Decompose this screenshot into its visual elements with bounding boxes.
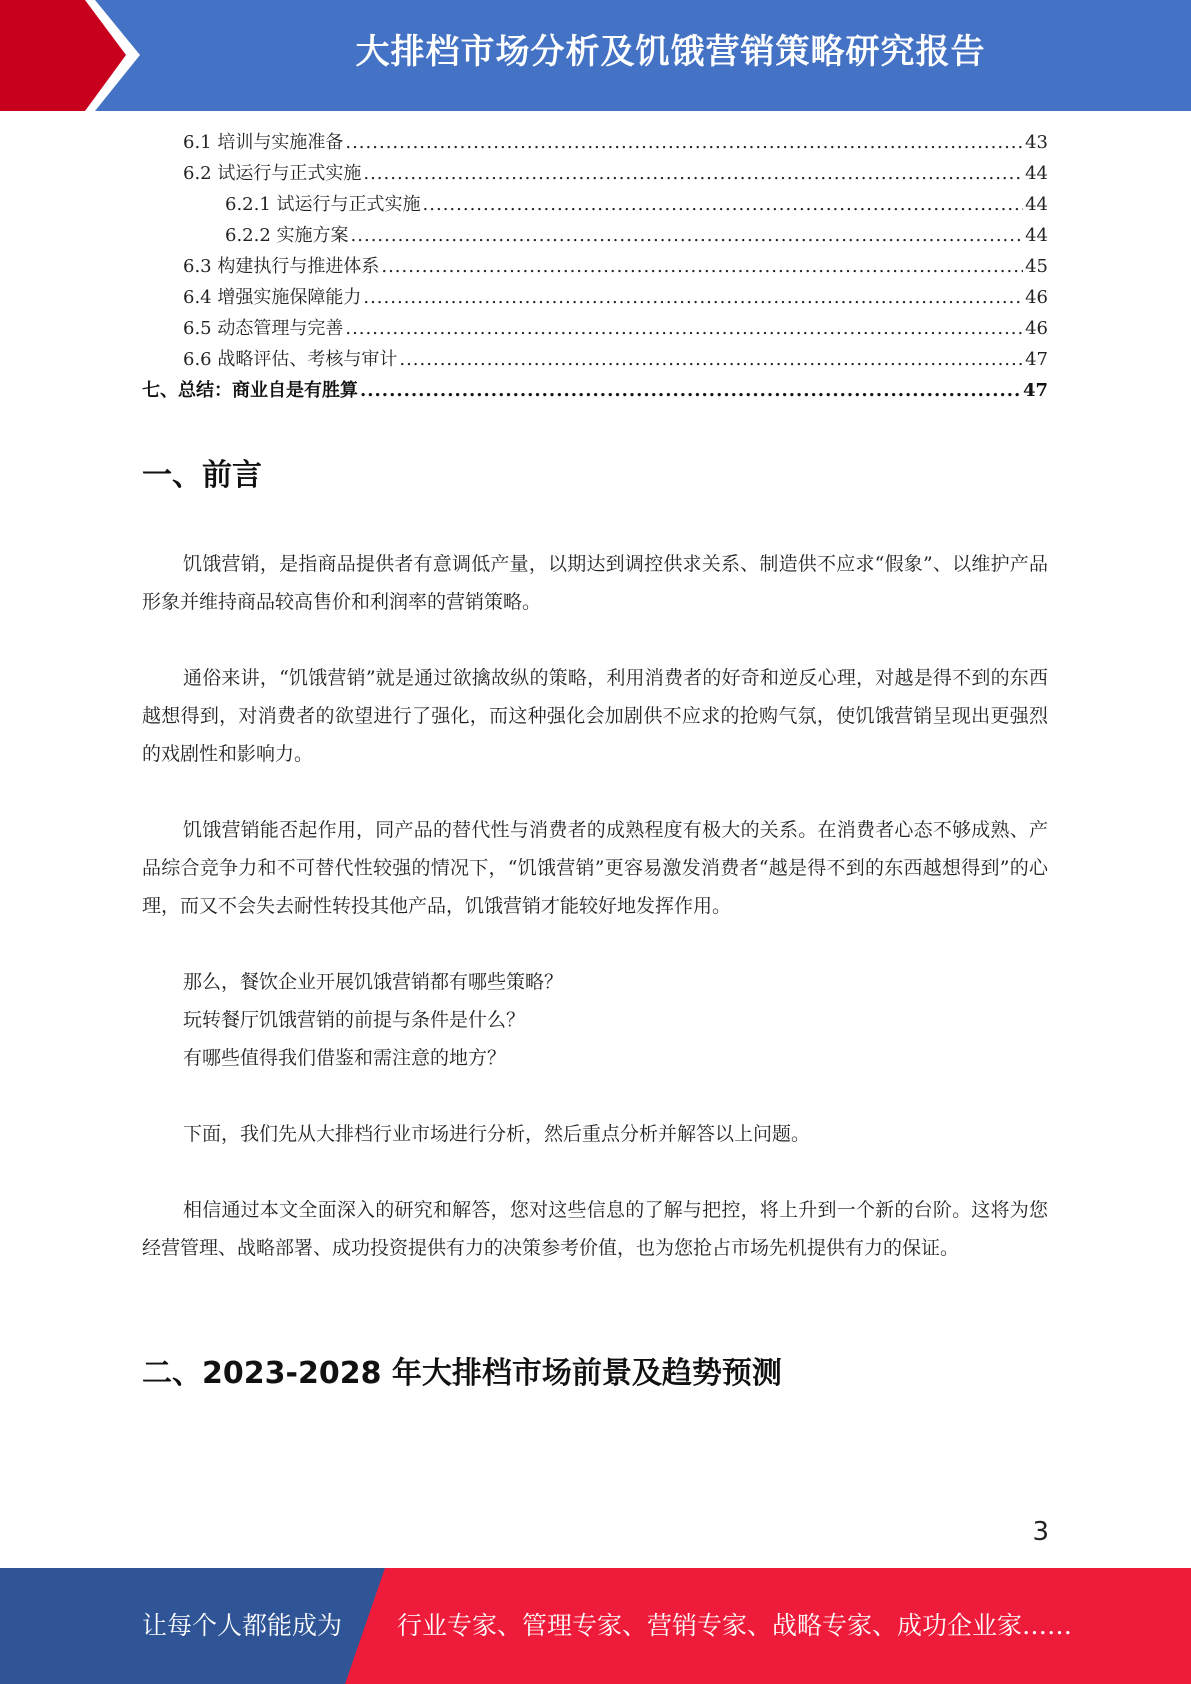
footer-slogan-right: 行业专家、管理专家、营销专家、战略专家、成功企业家……	[397, 1611, 1073, 1640]
page-number: 3	[1032, 1517, 1049, 1547]
toc-entry-label: 6.1 培训与实施准备	[183, 132, 344, 153]
toc-entry-page: 46	[1025, 318, 1048, 339]
toc-entry-label: 6.2.1 试运行与正式实施	[225, 194, 421, 215]
toc-dot-leader	[345, 132, 1023, 153]
toc-dot-leader	[360, 380, 1021, 401]
footer-slogan-left: 让每个人都能成为	[142, 1611, 343, 1640]
header-band	[0, 0, 1191, 111]
toc-entry-page: 46	[1025, 287, 1048, 308]
toc-entry[interactable]	[142, 159, 1048, 190]
toc-entry[interactable]	[142, 190, 1048, 221]
header-arrow-decoration	[0, 0, 140, 111]
toc-entry-label: 七、总结：商业自是有胜算	[142, 380, 358, 401]
paragraph: 饥饿营销能否起作用，同产品的替代性与消费者的成熟程度有极大的关系。在消费者心态不够成熟、产品综合竞争力和不可替代性较强的情况下，“饥饿营销”更容易激发消费者“越是得不到的东西越想得到”的心理，而又不会失去耐性转投其他产品，饥饿营销才能较好地发挥作用。	[142, 819, 1048, 917]
toc-entry[interactable]	[142, 283, 1048, 314]
toc-entry-label: 6.5 动态管理与完善	[183, 318, 344, 339]
toc-entry-page: 44	[1025, 163, 1048, 184]
document-title: 大排档市场分析及饥饿营销策略研究报告	[355, 32, 986, 72]
toc-entry[interactable]	[142, 221, 1048, 252]
toc-dot-leader	[363, 287, 1023, 308]
toc-entry-page: 47	[1025, 349, 1048, 370]
question-line: 玩转餐厅饥饿营销的前提与条件是什么？	[183, 1009, 526, 1031]
footer-band	[0, 1568, 1191, 1684]
paragraph: 相信通过本文全面深入的研究和解答，您对这些信息的了解与把控，将上升到一个新的台阶。这将为您经营管理、战略部署、成功投资提供有力的决策参考价值，也为您抢占市场先机提供有力的保证。	[142, 1199, 1048, 1259]
question-line: 那么，餐饮企业开展饥饿营销都有哪些策略？	[183, 971, 564, 993]
toc-entry-label: 6.2.2 实施方案	[225, 225, 349, 246]
toc-entry-label: 6.6 战略评估、考核与审计	[183, 349, 398, 370]
toc-dot-leader	[381, 256, 1023, 277]
section-heading-forecast: 二、2023-2028 年大排档市场前景及趋势预测	[142, 1356, 782, 1391]
toc-entry-label: 6.3 构建执行与推进体系	[183, 256, 380, 277]
toc-entry[interactable]	[142, 128, 1048, 159]
paragraph: 饥饿营销，是指商品提供者有意调低产量，以期达到调控供求关系、制造供不应求“假象”、以维护产品形象并维持商品较高售价和利润率的营销策略。	[142, 553, 1048, 613]
toc-entry-label: 6.4 增强实施保障能力	[183, 287, 362, 308]
toc-entry-page: 44	[1025, 225, 1048, 246]
toc-entry[interactable]	[142, 376, 1048, 407]
toc-entry-page: 45	[1025, 256, 1048, 277]
paragraph: 下面，我们先从大排档行业市场进行分析，然后重点分析并解答以上问题。	[183, 1123, 811, 1145]
toc-entry-label: 6.2 试运行与正式实施	[183, 163, 362, 184]
toc-entry-page: 47	[1022, 380, 1048, 401]
toc-dot-leader	[423, 194, 1024, 215]
toc-entry[interactable]	[142, 252, 1048, 283]
toc-entry-page: 44	[1025, 194, 1048, 215]
toc-dot-leader	[399, 349, 1023, 370]
toc-dot-leader	[363, 163, 1023, 184]
toc-entry[interactable]	[142, 314, 1048, 345]
toc-dot-leader	[345, 318, 1023, 339]
toc-dot-leader	[351, 225, 1024, 246]
toc-entry-page: 43	[1025, 132, 1048, 153]
toc-entry[interactable]	[142, 345, 1048, 376]
paragraph: 通俗来讲，“饥饿营销”就是通过欲擒故纵的策略，利用消费者的好奇和逆反心理，对越是得不到的东西越想得到，对消费者的欲望进行了强化，而这种强化会加剧供不应求的抢购气氛，使饥饿营销呈现出更强烈的戏剧性和影响力。	[142, 667, 1048, 765]
question-line: 有哪些值得我们借鉴和需注意的地方？	[183, 1047, 507, 1069]
table-of-contents	[142, 128, 1048, 407]
section-heading-preface: 一、前言	[142, 458, 262, 493]
